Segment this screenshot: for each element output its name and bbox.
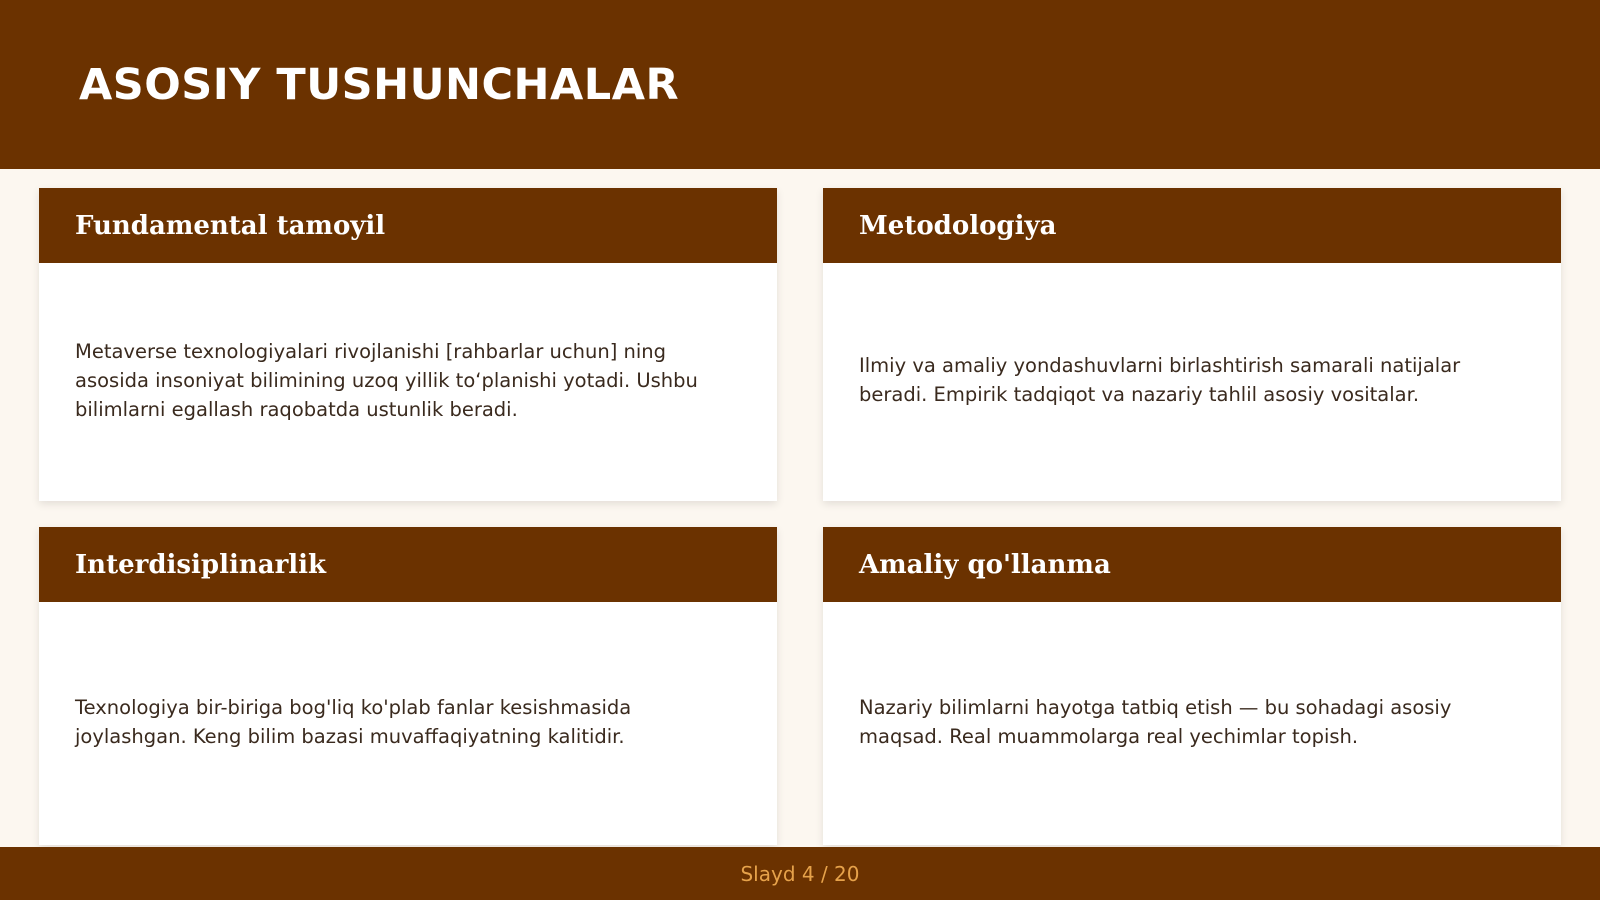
- card-practical-guide: [823, 527, 1561, 845]
- card-title: Amaliy qo'llanma: [859, 549, 1111, 580]
- card-header: [823, 527, 1561, 602]
- card-fundamental-principle: [39, 188, 777, 501]
- card-text: Metaverse texnologiyalari rivojlanishi [rahbarlar uchun] ning asosida insoniyat bilimining uzoq yillik to‘planishi yotadi. Ushbu bilimlarni egallash raqobatda ustunlik beradi.: [75, 339, 698, 421]
- card-text: Ilmiy va amaliy yondashuvlarni birlashtirish samarali natijalar beradi. Empirik tadqiqot va nazariy tahlil asosiy vositalar.: [859, 354, 1461, 406]
- footer-bar: [0, 847, 1600, 900]
- card-header: [823, 188, 1561, 263]
- page-title: ASOSIY TUSHUNCHALAR: [79, 60, 680, 110]
- slide-counter: Slayd 4 / 20: [740, 861, 860, 886]
- card-text: Texnologiya bir-biriga bog'liq ko'plab fanlar kesishmasida joylashgan. Keng bilim bazasi muvaffaqiyatning kalitidir.: [75, 695, 632, 748]
- card-title: Metodologiya: [859, 210, 1057, 241]
- card-body: [823, 263, 1561, 501]
- card-methodology: [823, 188, 1561, 501]
- card-body: [39, 602, 777, 845]
- card-body: [823, 602, 1561, 845]
- card-text: Nazariy bilimlarni hayotga tatbiq etish — bu sohadagi asosiy maqsad. Real muammolarga real yechimlar topish.: [859, 695, 1452, 748]
- card-interdisciplinarity: [39, 527, 777, 845]
- card-title: Interdisiplinarlik: [75, 549, 327, 580]
- card-title: Fundamental tamoyil: [75, 210, 386, 241]
- card-body: [39, 263, 777, 501]
- card-header: [39, 527, 777, 602]
- header-bar: [0, 0, 1600, 169]
- card-header: [39, 188, 777, 263]
